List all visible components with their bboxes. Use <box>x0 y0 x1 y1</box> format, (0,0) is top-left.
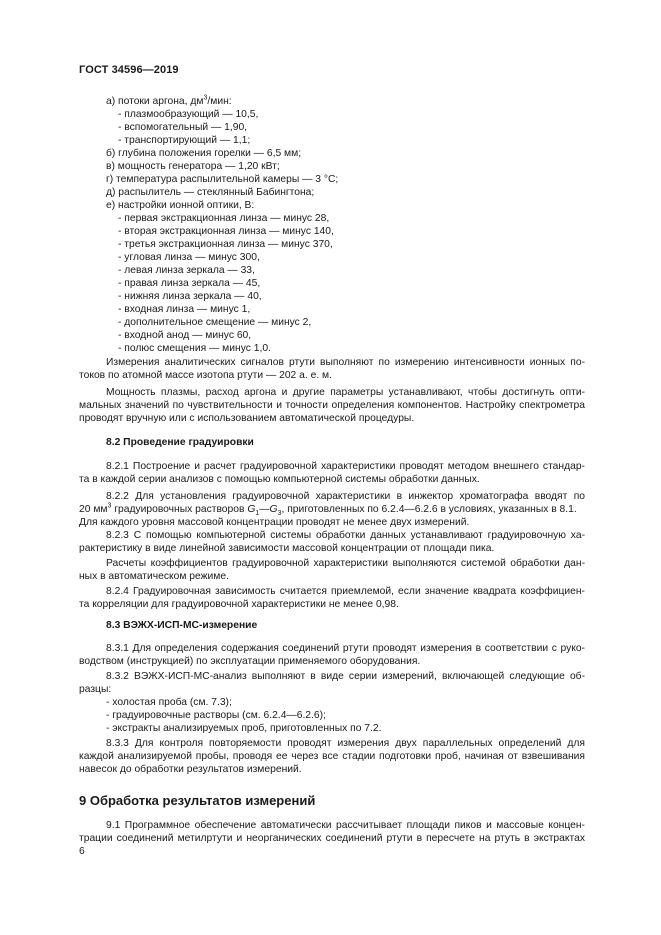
p-9-1-line2: трации соединений метилртути и неорганических соединений ртути в пересчете на ртуть в экстрактах <box>79 833 585 844</box>
p-8-2-2-line2 <box>79 503 577 516</box>
setting-e3: - третья экстракционная линза — минус 370, <box>118 239 333 250</box>
para-plasma-line2: мальных значений по чувствительности и точности определения компонентов. Настройку спектрометра <box>79 400 585 411</box>
p-8-3-2-line2: разцы: <box>79 684 112 695</box>
setting-a2: - вспомогательный — 1,90, <box>118 122 248 133</box>
p-8-2-4-line2: та корреляции для градуировочной характеристики не менее 0,98. <box>79 599 399 610</box>
para-plasma-line1: Мощность плазмы, расход аргона и другие параметры устанавливают, чтобы достигнуть опти- <box>106 387 585 398</box>
setting-d: д) распылитель — стеклянный Бабингтона; <box>106 187 315 198</box>
p-8-2-3b-line2: ных в автоматическом режиме. <box>79 571 229 582</box>
setting-e5: - левая линза зеркала — 33, <box>118 265 255 276</box>
standard-header: ГОСТ 34596—2019 <box>79 64 179 76</box>
solution-g3-sub: 3 <box>277 510 282 518</box>
volume-value: 20 мм <box>79 504 108 515</box>
volume-sup: 3 <box>107 502 112 510</box>
setting-e4: - угловая линза — минус 300, <box>118 252 260 263</box>
setting-a1: - плазмообразующий — 10,5, <box>118 109 259 120</box>
setting-a-unit: /мин: <box>207 96 232 107</box>
setting-e8: - входная линза — минус 1, <box>118 304 251 315</box>
page-number: 6 <box>79 846 85 857</box>
list-item-extracts: - экстракты анализируемых проб, приготовленных по 7.2. <box>106 723 382 734</box>
p-8-2-1-line2: та в каждой серии анализов с помощью компьютерной системы обработки данных. <box>79 474 480 485</box>
setting-e1: - первая экстракционная линза — минус 28, <box>118 213 330 224</box>
section-8-3-title: 8.3 ВЭЖХ-ИСП-МС-измерение <box>106 620 258 631</box>
p-8-2-3-line2: рактеристику в виде линейной зависимости массовой концентрации от площади пика. <box>79 543 495 554</box>
p-8-2-2-text: градуировочных растворов <box>111 504 248 515</box>
solution-g3: G <box>269 504 278 515</box>
setting-g: г) температура распылительной камеры — 3 °С; <box>106 174 339 185</box>
para-signals-line2: токов по атомной массе изотопа ртути — 202 а. е. м. <box>79 370 332 381</box>
setting-e2: - вторая экстракционная линза — минус 140, <box>118 226 334 237</box>
list-item-blank: - холостая проба (см. 7.3); <box>106 697 232 708</box>
solution-g1: G <box>247 504 256 515</box>
p-8-3-3-line2: каждой анализируемой пробы, проводя ее через все стадии подготовки проб, начиная от взвешивания <box>79 751 585 762</box>
setting-a3: - транспортирующий — 1,1; <box>118 135 251 146</box>
para-signals-line1: Измерения аналитических сигналов ртути выполняют по измерению интенсивности ионных по- <box>106 357 585 368</box>
solution-g1-sub: 1 <box>255 510 260 518</box>
setting-a <box>106 95 232 108</box>
setting-e11: - полюс смещения — минус 1,0. <box>118 343 271 354</box>
section-9-title: 9 Обработка результатов измерений <box>79 793 316 808</box>
setting-e6: - правая линза зеркала — 45, <box>118 278 261 289</box>
p-8-3-3-line3: навесок до обработки результатов измерений. <box>79 764 302 775</box>
p-8-2-3b-line1: Расчеты коэффициентов градуировочной характеристики выполняются системой обработки дан- <box>106 558 585 569</box>
p-8-2-3-line1: 8.2.3 С помощью компьютерной системы обработки данных устанавливают градуировочную ха- <box>106 530 585 541</box>
p-8-2-1-line1: 8.2.1 Построение и расчет градуировочной характеристики проводят методом внешнего стандар- <box>106 461 585 472</box>
p-8-3-3-line1: 8.3.3 Для контроля повторяемости проводят измерения двух параллельных определений для <box>106 738 585 749</box>
range-dash: — <box>259 504 270 515</box>
section-8-2-title: 8.2 Проведение градуировки <box>106 437 254 448</box>
setting-e10: - входной анод — минус 60, <box>118 330 252 341</box>
p-8-3-1-line2: водством (инструкцией) по эксплуатации применяемого оборудования. <box>79 656 421 667</box>
p-8-2-4-line1: 8.2.4 Градуировочная зависимость считается приемлемой, если значение квадрата коэффициен- <box>106 586 585 597</box>
setting-a-sup: 3 <box>203 94 208 102</box>
setting-a-text: а) потоки аргона, дм <box>106 96 204 107</box>
p-8-3-1-line1: 8.3.1 Для определения содержания соединений ртути проводят измерения в соответствии с руко- <box>106 643 585 654</box>
p-8-2-2-tail: , приготовленных по 6.2.4—6.2.6 в условиях, указанных в 8.1. <box>281 504 577 515</box>
list-item-calibration: - градуировочные растворы (см. 6.2.4—6.2.6); <box>106 710 326 721</box>
p-8-2-2-line1: 8.2.2 Для установления градуировочной характеристики в инжектор хроматографа вводят по <box>106 491 585 502</box>
para-plasma-line3: проводят вручную или с использованием автоматической процедуры. <box>79 413 415 424</box>
setting-e9: - дополнительное смещение — минус 2, <box>118 317 312 328</box>
setting-e: е) настройки ионной оптики, В: <box>106 200 255 211</box>
setting-b: б) глубина положения горелки — 6,5 мм; <box>106 148 302 159</box>
setting-v: в) мощность генератора — 1,20 кВт; <box>106 161 280 172</box>
setting-e7: - нижняя линза зеркала — 40, <box>118 291 262 302</box>
p-8-3-2-line1: 8.3.2 ВЭЖХ-ИСП-МС-анализ выполняют в виде серии измерений, включающей следующие об- <box>106 671 585 682</box>
p-9-1-line1: 9.1 Программное обеспечение автоматически рассчитывает площади пиков и массовые концен- <box>106 820 585 831</box>
p-8-2-2-line3: Для каждого уровня массовой концентрации проводят не менее двух измерений. <box>79 517 470 528</box>
